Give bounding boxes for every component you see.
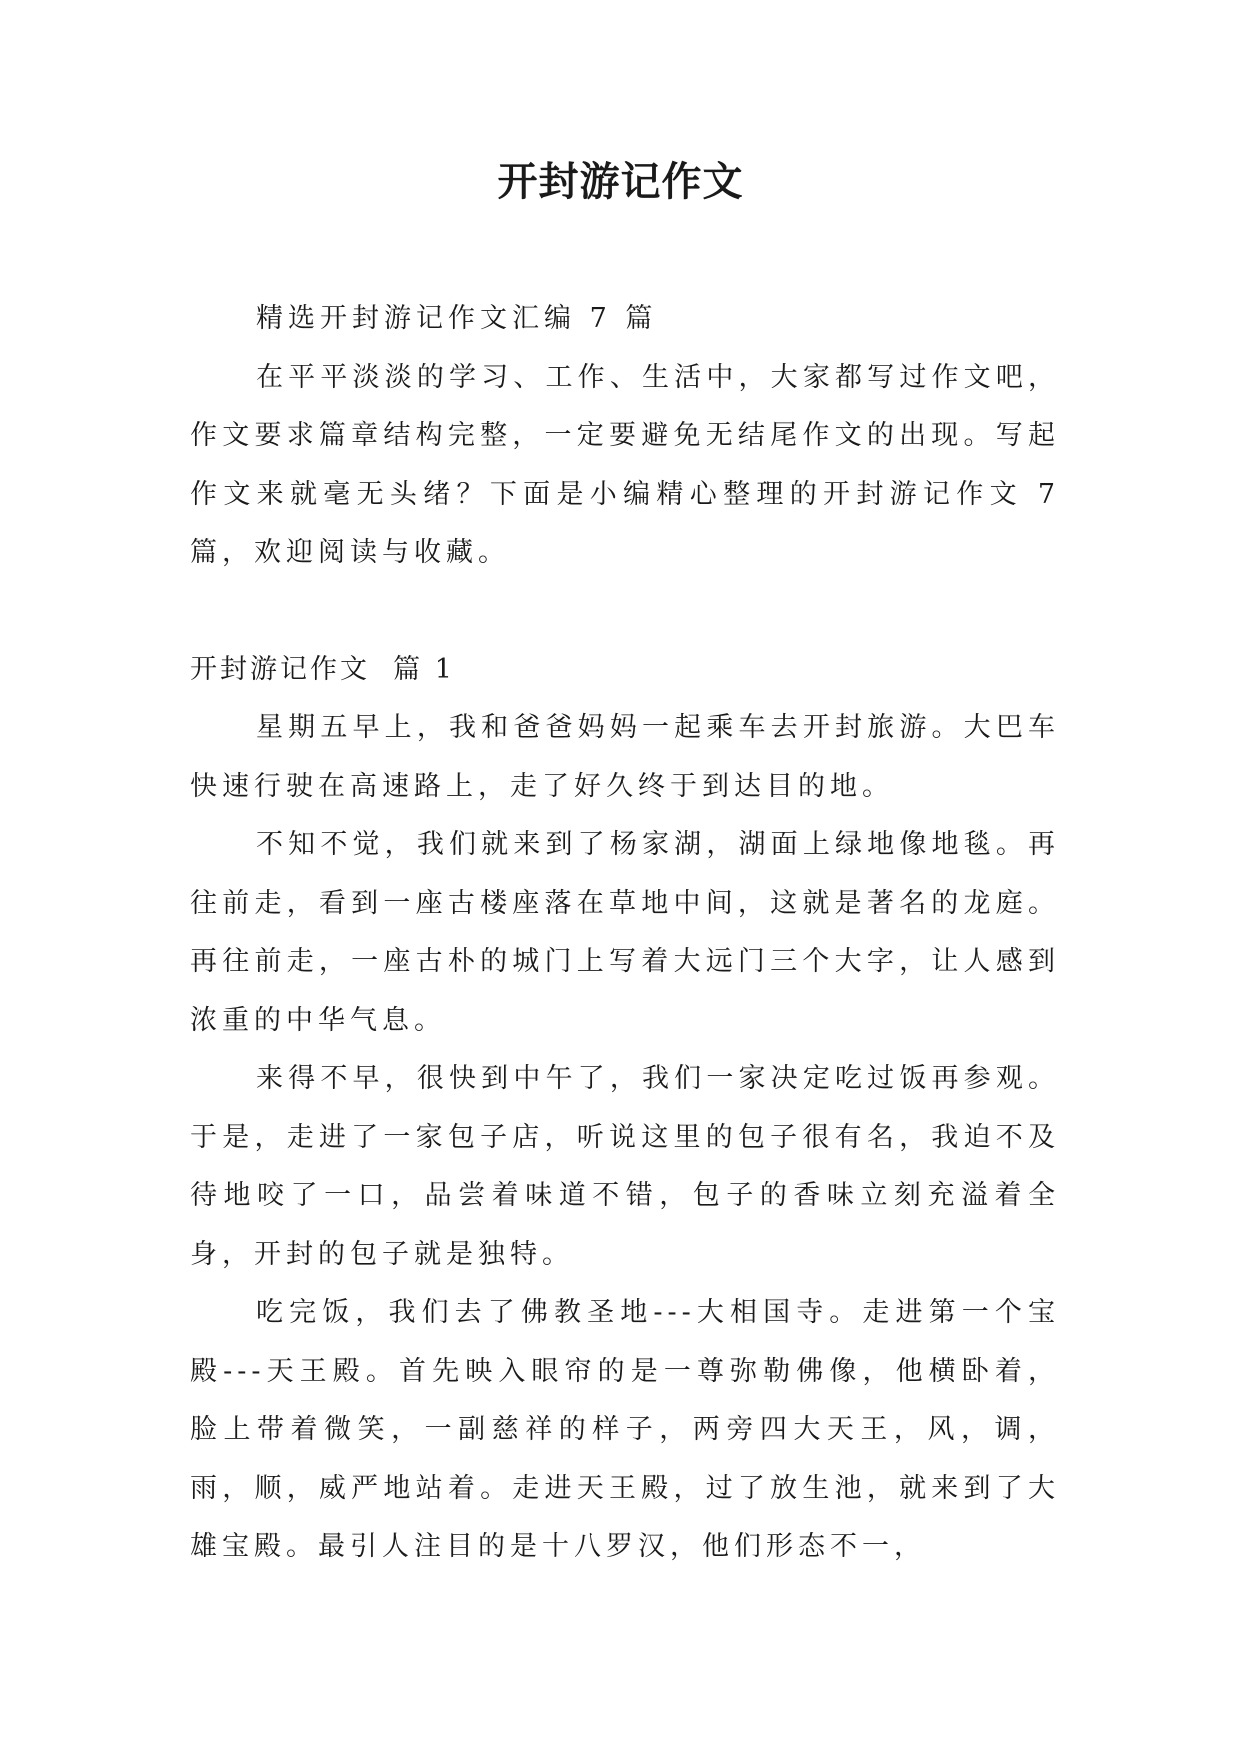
document-title: 开封游记作文 [497,158,744,205]
body-paragraph-2: 不知不觉，我们就来到了杨家湖，湖面上绿地像地毯。再往前走，看到一座古楼座落在草地中间，这就是著名的龙庭。再往前走，一座古朴的城门上写着大远门三个大字，让人感到浓重的中华气息。 [190,829,1060,1036]
body-paragraph-4: 吃完饭，我们去了佛教圣地---大相国寺。走进第一个宝殿---天王殿。首先映入眼帘的是一尊弥勒佛像，他横卧着，脸上带着微笑，一副慈祥的样子，两旁四大天王，风，调，雨，顺，威严地站着。走进天王殿，过了放生池，就来到了大雄宝殿。最引人注目的是十八罗汉，他们形态不一， [190,1297,1060,1562]
body-paragraph-1: 星期五早上，我和爸爸妈妈一起乘车去开封旅游。大巴车快速行驶在高速路上，走了好久终于到达目的地。 [190,712,1060,802]
collection-line: 精选开封游记作文汇编 7 篇 [256,303,658,334]
section-heading: 开封游记作文 篇 1 [190,653,455,685]
intro-paragraph: 在平平淡淡的学习、工作、生活中，大家都写过作文吧，作文要求篇章结构完整，一定要避免无结尾作文的出现。写起作文来就毫无头绪？下面是小编精心整理的开封游记作文 7 篇，欢迎阅读与收藏。 [190,361,1060,568]
body-paragraph-3: 来得不早，很快到中午了，我们一家决定吃过饭再参观。于是，走进了一家包子店，听说这里的包子很有名，我迫不及待地咬了一口，品尝着味道不错，包子的香味立刻充溢着全身，开封的包子就是独特。 [190,1063,1060,1270]
document-body [190,290,1060,1577]
